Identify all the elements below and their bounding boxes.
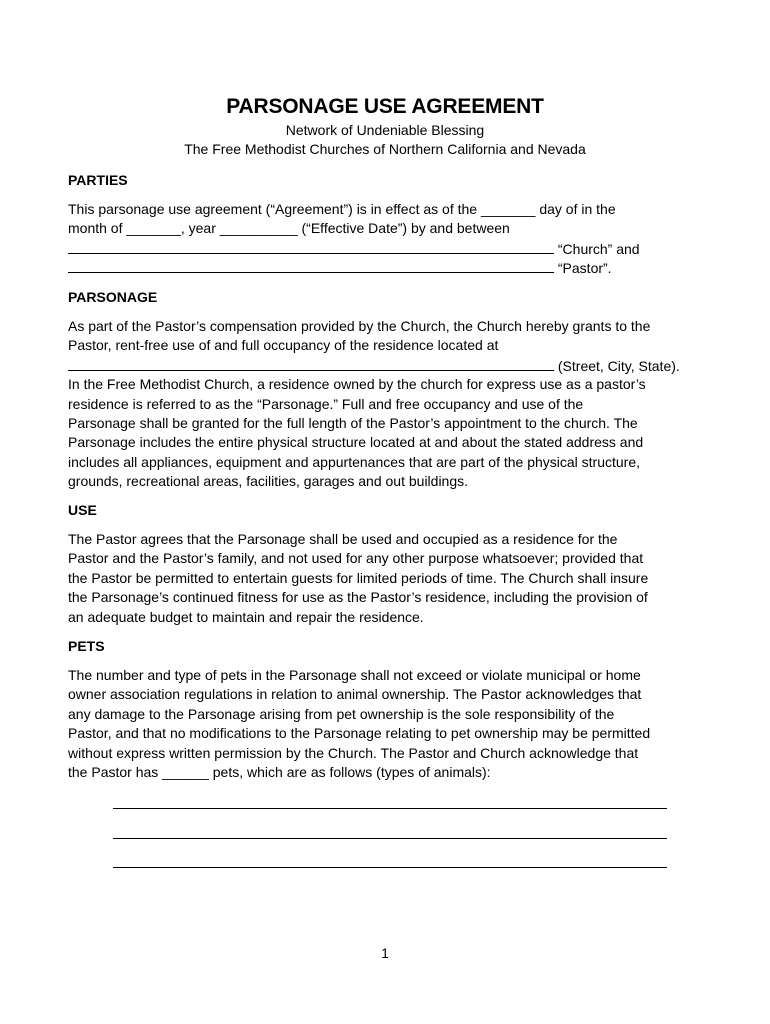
address-suffix: (Street, City, State).: [557, 357, 680, 374]
address-blank-row: [68, 356, 708, 375]
heading-use: USE: [68, 502, 97, 518]
parsonage-line-2: Pastor, rent-free use of and full occupancy of the residence located at: [68, 337, 499, 354]
pastor-name-blank[interactable]: [68, 258, 554, 273]
parsonage-line-4: In the Free Methodist Church, a residence owned by the church for express use as a pastor’s: [68, 376, 646, 393]
parsonage-line-7: Parsonage includes the entire physical structure located at and about the stated address and: [68, 434, 644, 451]
pets-line-1: The number and type of pets in the Parsonage shall not exceed or violate municipal or home: [68, 667, 641, 683]
pet-types-blank-1[interactable]: [113, 808, 667, 809]
subtitle-network: Network of Undeniable Blessing: [285, 122, 485, 138]
pastor-blank-row: [68, 258, 708, 277]
parsonage-paragraph: [68, 317, 708, 492]
pet-types-blank-2[interactable]: [113, 838, 667, 839]
use-line-3: the Pastor be permitted to entertain guests for limited periods of time. The Church shall insure: [68, 569, 649, 586]
heading-pets: PETS: [68, 638, 105, 654]
use-line-4: the Parsonage’s continued fitness for use as the Pastor’s residence, including the provision of: [68, 589, 648, 606]
page-title: PARSONAGE USE AGREEMENT: [226, 95, 544, 118]
parsonage-line-9: grounds, recreational areas, facilities, garages and out buildings.: [68, 473, 469, 490]
use-line-1: The Pastor agrees that the Parsonage shall be used and occupied as a residence for the: [68, 531, 618, 547]
pets-line-4: Pastor, and that no modifications to the Parsonage relating to pet ownership may be permitted: [68, 725, 651, 742]
use-line-2: Pastor and the Pastor’s family, and not used for any other purpose whatsoever; provided that: [68, 550, 644, 567]
parsonage-line-5: residence is referred to as the “Parsonage.” Full and free occupancy and use of the: [68, 395, 584, 412]
parsonage-line-6: Parsonage shall be granted for the full length of the Pastor’s appointment to the church. The: [68, 415, 638, 432]
page-number: 1: [381, 945, 389, 961]
pet-types-blank-3[interactable]: [113, 867, 667, 868]
address-blank[interactable]: [68, 356, 554, 371]
parties-paragraph: [68, 200, 708, 278]
parties-line-2: month of _______, year __________ (“Effective Date”) by and between: [68, 220, 510, 237]
pets-line-2: owner association regulations in relation to animal ownership. The Pastor acknowledges that: [68, 686, 642, 703]
church-blank-row: [68, 239, 708, 258]
pets-line-6: the Pastor has ______ pets, which are as follows (types of animals):: [68, 764, 491, 781]
church-name-blank[interactable]: [68, 239, 554, 254]
pets-line-3: any damage to the Parsonage arising from pet ownership is the sole responsibility of the: [68, 705, 615, 722]
parsonage-line-8: includes all appliances, equipment and appurtenances that are part of the physical structure,: [68, 453, 641, 470]
heading-parties: PARTIES: [68, 172, 128, 188]
use-paragraph: [68, 530, 708, 627]
subtitle-churches: The Free Methodist Churches of Northern California and Nevada: [184, 141, 586, 157]
use-line-5: an adequate budget to maintain and repair the residence.: [68, 608, 424, 625]
church-suffix: “Church” and: [557, 240, 640, 257]
parties-line-1: This parsonage use agreement (“Agreement”) is in effect as of the _______ day of in the: [68, 201, 616, 217]
pets-line-5: without express written permission by the Church. The Pastor and Church acknowledge that: [68, 744, 639, 761]
heading-parsonage: PARSONAGE: [68, 289, 158, 305]
pastor-suffix: “Pastor”.: [557, 260, 612, 277]
parsonage-line-1: As part of the Pastor’s compensation provided by the Church, the Church hereby grants to the: [68, 318, 651, 334]
pets-paragraph: [68, 666, 708, 782]
